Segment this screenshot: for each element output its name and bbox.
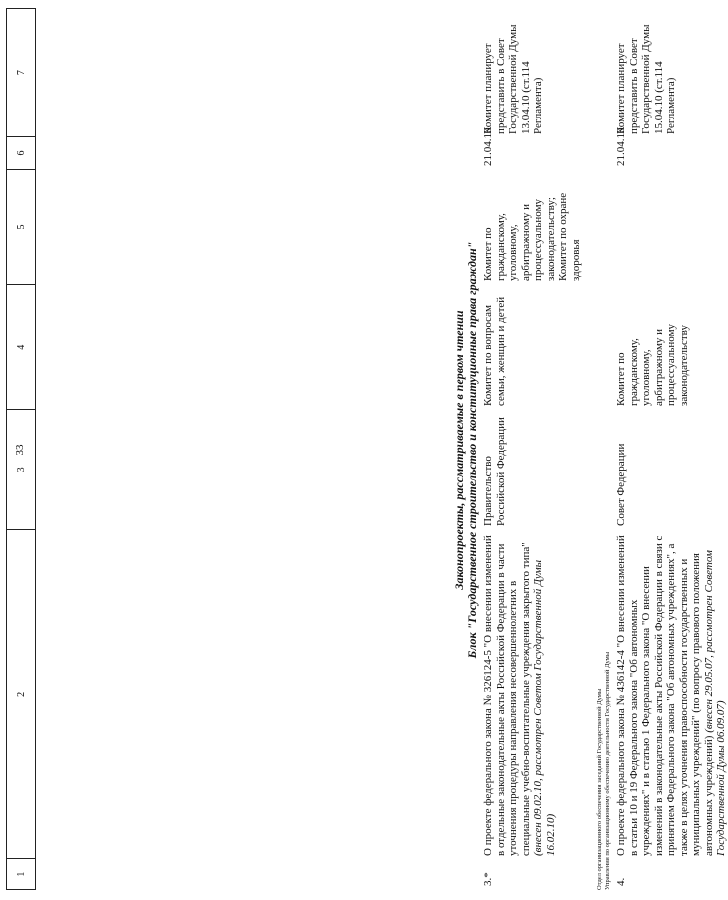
- responsible-committee: Комитет по вопросам семьи, женщин и детей: [482, 296, 507, 406]
- bill-author: Правительство Российской Федерации: [482, 417, 507, 526]
- section-title: Законопроекты, рассматриваемые в первом чтении: [452, 310, 466, 590]
- bill-note: (внесен 29.05.07, рассмотрен Советом Государственной Думы 06.09.07): [702, 550, 727, 856]
- bill-description: [482, 530, 582, 860]
- row-number: 3.*: [482, 872, 494, 886]
- plan-note: Комитет планирует представить в Совет Государственной Думы 15.04.10 (ст.114 Регламента): [615, 24, 677, 134]
- footer: [596, 652, 612, 890]
- row-number: 4.: [615, 877, 627, 886]
- date: 21.04.10: [615, 127, 627, 166]
- footer-line-1: Отдел организационного обеспечения заседаний Государственной Думы: [596, 688, 603, 890]
- header-col-3: 3: [7, 409, 35, 529]
- footer-line-2: Управления по организационному обеспечению деятельности Государственной Думы: [604, 651, 611, 890]
- header-col-2: 2: [7, 529, 35, 858]
- bill-author: Совет Федерации: [615, 443, 627, 526]
- block-title: Блок "Государственное строительство и конституционные права граждан": [465, 241, 479, 659]
- responsible-committee: Комитет по гражданскому, уголовному, арбитражному и процессуальному законодательству: [615, 323, 690, 406]
- table-header: [6, 8, 36, 890]
- page-number: 33: [14, 444, 26, 456]
- table-row: [482, 10, 582, 890]
- bill-text: О проекте федерального закона № 326124-5 "О внесении изменений в отдельные законодательные акты Российской Федерации в части уточнения процедуры направления несовершеннолетних в специальные учебно-воспитательные учреждения закрытого типа": [482, 535, 532, 856]
- header-col-7: 7: [15, 70, 27, 76]
- header-col-1: 1: [7, 858, 35, 889]
- header-col-5: 5: [7, 169, 35, 284]
- co-committees: [615, 170, 728, 285]
- header-col-4: 4: [7, 284, 35, 409]
- date: 21.04.10: [482, 127, 494, 166]
- bill-description: [615, 530, 728, 860]
- header-col-6: 6: [7, 136, 35, 169]
- bill-note: (внесен 09.02.10, рассмотрен Советом Государственной Думы 16.02.10): [532, 559, 557, 856]
- co-committees: Комитет по гражданскому, уголовному, арбитражному и процессуальному законодательству; Комитет по охране здоровья: [482, 192, 582, 281]
- plan-note: Комитет планирует представить в Совет Государственной Думы 13.04.10 (ст.114 Регламента): [482, 24, 544, 134]
- bill-text: О проекте федерального закона № 436142-4 "О внесении изменений в статьи 10 и 19 Федерального закона "Об автономных учреждениях" и в статью 1 Федерального закона "О внесении изменений в законодательные акты Российской Федерации в связи с принятием Федерального закона "Об автономных учреждениях", а также в целях уточнения правоспособности государственных и муниципальных учреждений" (по вопросу правового положения автономных учреждений): [615, 535, 715, 856]
- table-row: [615, 10, 728, 890]
